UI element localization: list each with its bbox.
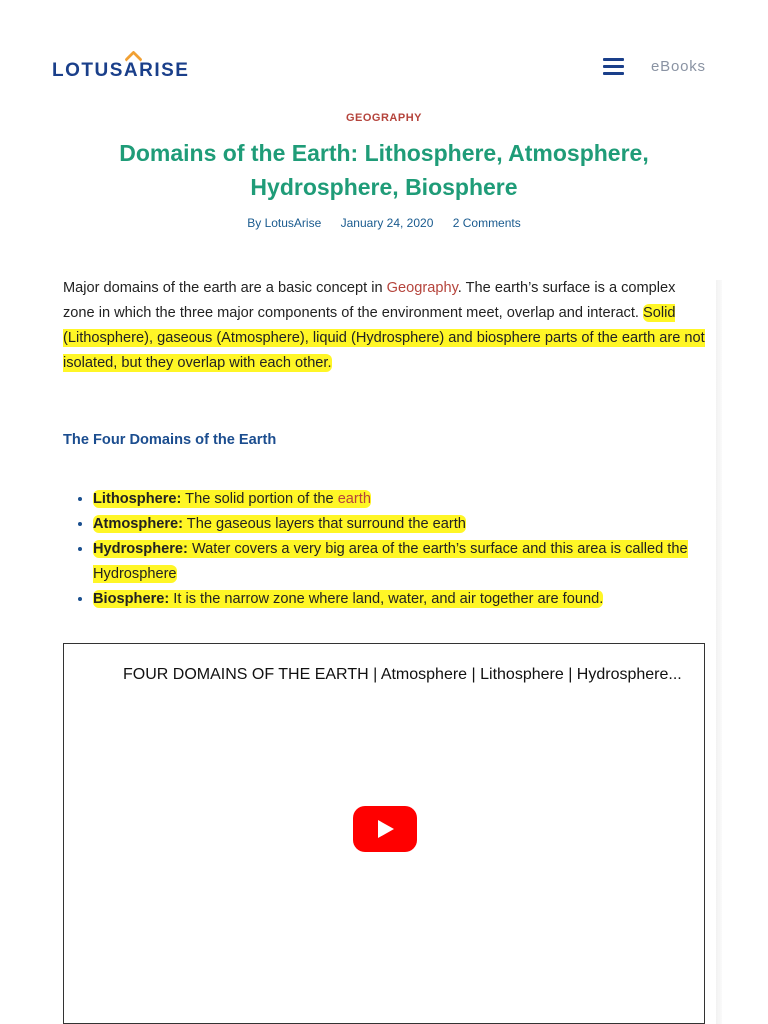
intro-paragraph: Major domains of the earth are a basic concept in Geography. The earth’s surface is a complex zone in which the three major components of the environment meet, overlap and interact. Solid (Lithosphere), gaseous (Atmosphere), liquid (Hydrosphere) and biosphere parts of the earth are not isolated, but they overlap with each other.	[63, 280, 705, 371]
video-embed[interactable]	[63, 643, 705, 1024]
list-item: • Biosphere: It is the narrow zone where land, water, and air together are found.	[93, 587, 708, 612]
site-header	[0, 0, 768, 110]
nav-link-ebooks[interactable]: eBooks	[651, 58, 706, 75]
site-logo[interactable]: LOTUSARISE	[52, 60, 190, 81]
author-link[interactable]: By LotusArise	[247, 216, 322, 230]
geography-link[interactable]: Geography	[386, 280, 458, 296]
domains-list	[63, 487, 708, 612]
section-heading: The Four Domains of the Earth	[63, 432, 277, 448]
article-intro	[63, 276, 705, 376]
youtube-play-icon[interactable]	[353, 806, 417, 852]
comments-link[interactable]: 2 Comments	[452, 216, 521, 230]
list-item: • Lithosphere: The solid portion of the earth	[93, 487, 708, 512]
category-label[interactable]: GEOGRAPHY	[345, 112, 422, 124]
date-link[interactable]: January 24, 2020	[340, 216, 434, 230]
logo-a-mark: A	[123, 60, 140, 81]
sidebar-shadow	[716, 280, 722, 1024]
earth-link[interactable]: earth	[337, 491, 371, 507]
list-item: • Atmosphere: The gaseous layers that surround the earth	[93, 512, 708, 537]
article-meta	[0, 216, 768, 230]
highlighted-text: Solid (Lithosphere), gaseous (Atmosphere), liquid (Hydrosphere) and biosphere parts of the earth are not isolated, but they overlap with each other.	[63, 305, 705, 371]
list-item: • Hydrosphere: Water covers a very big area of the earth’s surface and this area is called the Hydrosphere	[93, 537, 708, 587]
article-title: Domains of the Earth: Lithosphere, Atmosphere, Hydrosphere, Biosphere	[119, 140, 649, 200]
video-title[interactable]: FOUR DOMAINS OF THE EARTH | Atmosphere | Lithosphere | Hydrosphere...	[123, 666, 682, 683]
hamburger-icon[interactable]	[603, 58, 624, 75]
